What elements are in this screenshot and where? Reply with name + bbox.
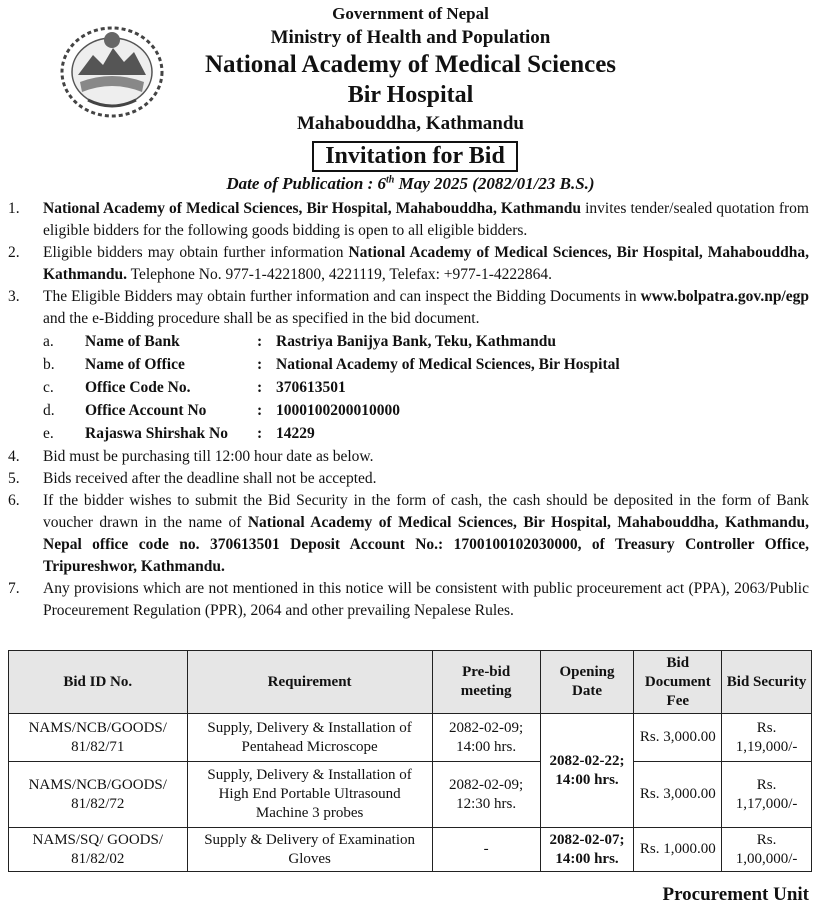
bank-detail-row: b. Name of Office : National Academy of Medical Sciences, Bir Hospital <box>43 356 620 373</box>
col-prebid: Pre-bid meeting <box>432 651 540 714</box>
requirement: Supply, Delivery & Installation of High End Portable Ultrasound Machine 3 probes <box>187 762 432 828</box>
bid-id: NAMS/NCB/GOODS/ 81/82/71 <box>9 714 188 762</box>
table-row <box>9 714 812 762</box>
table-row <box>9 762 812 828</box>
prebid: 2082-02-09; 14:00 hrs. <box>432 714 540 762</box>
list-item: 4. Bid must be purchasing till 12:00 hour date as below. <box>8 448 374 465</box>
list-item: 5. Bids received after the deadline shall not be accepted. <box>8 470 377 487</box>
opening-date: 2082-02-22; 14:00 hrs. <box>540 714 634 828</box>
bid-id: NAMS/NCB/GOODS/ 81/82/72 <box>9 762 188 828</box>
hospital-name: Bir Hospital <box>347 82 474 108</box>
notice-title: Invitation for Bid <box>312 141 518 172</box>
requirement: Supply, Delivery & Installation of Pentahead Microscope <box>187 714 432 762</box>
col-opening: Opening Date <box>540 651 634 714</box>
opening-date: 2082-02-07; 14:00 hrs. <box>540 828 634 872</box>
fee: Rs. 3,000.00 <box>634 762 722 828</box>
prebid: 2082-02-09; 12:30 hrs. <box>432 762 540 828</box>
prebid: - <box>432 828 540 872</box>
list-item: 7. Any provisions which are not mentioned in this notice will be consistent with public proceurement act (PPA), 2063/Public Proceurement Regulation (PPR), 2064 and other prevailing Nepalese Rules. <box>8 580 809 619</box>
list-item: 1. National Academy of Medical Sciences, Bir Hospital, Mahabouddha, Kathmandu invites tender/sealed quotation from eligible bidders for the following goods bidding is open to all eligible bidders. <box>8 200 809 239</box>
list-item: 3. The Eligible Bidders may obtain further information and can inspect the Bidding Documents in www.bolpatra.gov.np/egp and the e-Bidding procedure shall be as specified in the bid document. <box>8 288 809 327</box>
bank-detail-row: a. Name of Bank : Rastriya Banijya Bank, Teku, Kathmandu <box>43 333 556 350</box>
table-row <box>9 828 812 872</box>
publication-date: Date of Publication : 6th May 2025 (2082/01/23 B.S.) <box>226 174 595 193</box>
list-item: 6. If the bidder wishes to submit the Bid Security in the form of cash, the cash should be deposited in the form of Bank voucher drawn in the name of National Academy of Medical Sciences, Bir Hospital, Mahabouddha, Kathmandu, Nepal office code no. 370613501 Deposit Account No.: 1700100102030000, of Treasury Controller Office, Tripureshwor, Kathmandu. <box>8 492 809 575</box>
table-header-row <box>9 651 812 714</box>
security: Rs. 1,00,000/- <box>722 828 812 872</box>
security: Rs. 1,19,000/- <box>722 714 812 762</box>
government-line: Government of Nepal <box>332 4 489 23</box>
col-security: Bid Security <box>722 651 812 714</box>
col-requirement: Requirement <box>187 651 432 714</box>
bid-table <box>8 650 812 872</box>
address-line: Mahabouddha, Kathmandu <box>296 113 525 134</box>
academy-name: National Academy of Medical Sciences <box>204 51 617 78</box>
requirement: Supply & Delivery of Examination Gloves <box>187 828 432 872</box>
notice-body <box>0 198 821 622</box>
bank-details <box>0 330 821 446</box>
bank-detail-row: d. Office Account No : 1000100200010000 <box>43 402 400 419</box>
col-bid-id: Bid ID No. <box>9 651 188 714</box>
ministry-line: Ministry of Health and Population <box>270 27 551 48</box>
col-fee: Bid Document Fee <box>634 651 722 714</box>
bank-detail-row: e. Rajaswa Shirshak No : 14229 <box>43 425 315 442</box>
security: Rs. 1,17,000/- <box>722 762 812 828</box>
bid-id: NAMS/SQ/ GOODS/ 81/82/02 <box>9 828 188 872</box>
fee: Rs. 1,000.00 <box>634 828 722 872</box>
list-item: 2. Eligible bidders may obtain further information National Academy of Medical Sciences, Bir Hospital, Mahabouddha, Kathmandu. Telephone No. 977-1-4221800, 4221119, Telefax: +977-1-4222864. <box>8 244 809 283</box>
bank-detail-row: c. Office Code No. : 370613501 <box>43 379 346 396</box>
procurement-unit: Procurement Unit <box>662 884 809 905</box>
fee: Rs. 3,000.00 <box>634 714 722 762</box>
